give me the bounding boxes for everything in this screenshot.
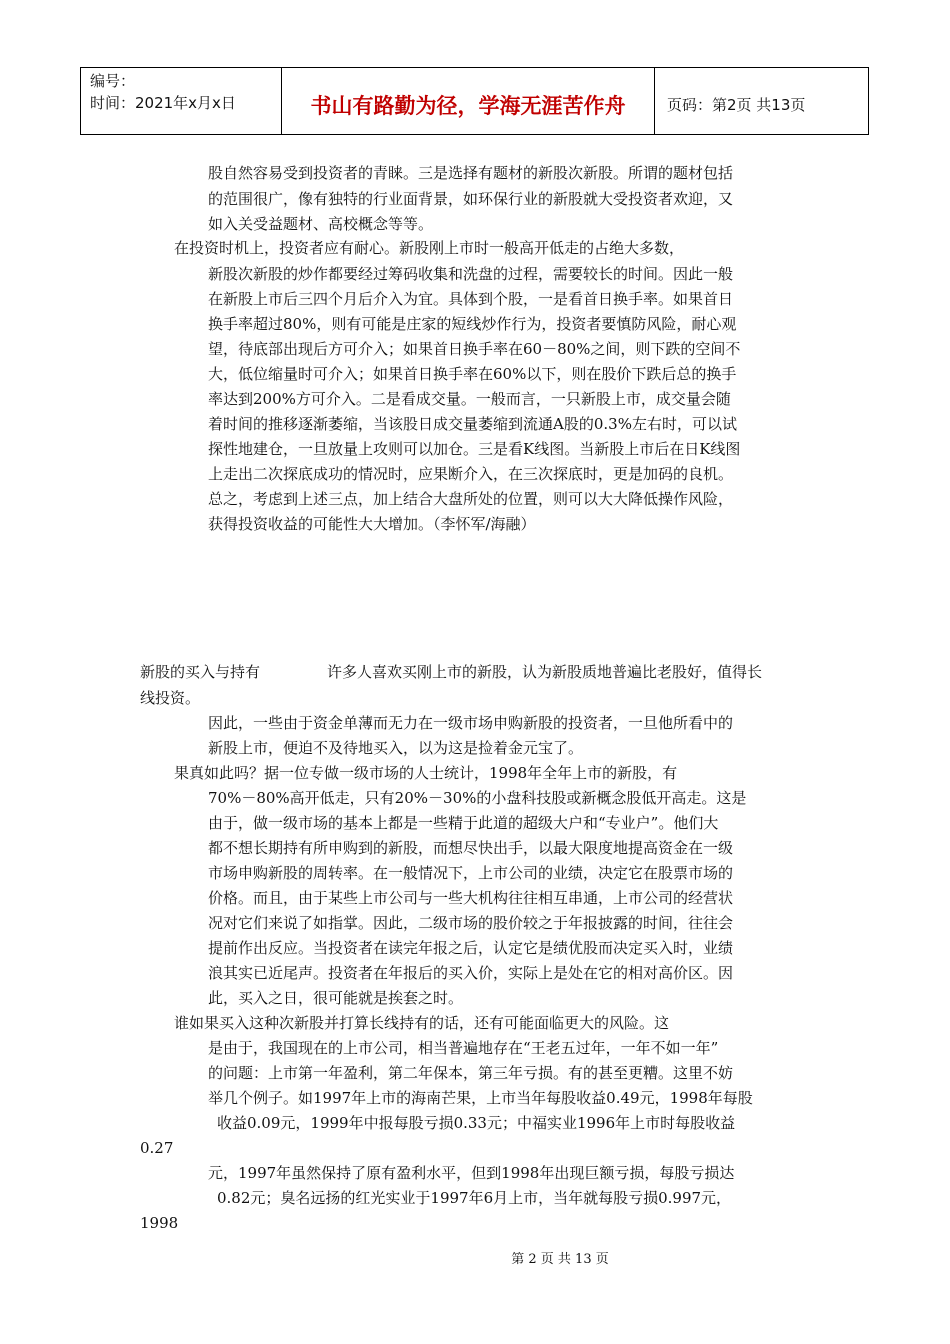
text-line: 由于，做一级市场的基本上都是一些精于此道的超级大户和“专业户”。他们大 xyxy=(208,814,719,832)
text-line: 着时间的推移逐渐萎缩，当该股日成交量萎缩到流通A股的0.3%左右时，可以试 xyxy=(208,415,737,433)
document-number: 编号： xyxy=(90,72,136,90)
header-page-info: 页码：第2页 共13页 xyxy=(667,95,806,114)
text-line: 的问题：上市第一年盈利，第二年保本，第三年亏损。有的甚至更糟。这里不妨 xyxy=(208,1064,734,1082)
page-header xyxy=(80,67,869,135)
text-line: 率达到200%方可介入。二是看成交量。一般而言，一只新股上市，成交量会随 xyxy=(208,390,731,408)
text-line: 换手率超过80%，则有可能是庄家的短线炒作行为，投资者要慎防风险，耐心观 xyxy=(208,315,737,333)
text-line: 望，待底部出现后方可介入；如果首日换手率在60－80%之间，则下跌的空间不 xyxy=(208,340,741,358)
text-line: 探性地建仓，一旦放量上攻则可以加仓。三是看K线图。当新股上市后在日K线图 xyxy=(208,440,741,458)
header-motto: 书山有路勤为径，学海无涯苦作舟 xyxy=(282,68,655,134)
text-line: 0.27 xyxy=(140,1139,174,1157)
text-line: 谁如果买入这种次新股并打算长线持有的话，还有可能面临更大的风险。这 xyxy=(174,1014,670,1032)
text-line: 浪其实已近尾声。投资者在年报后的买入价，实际上是处在它的相对高价区。因 xyxy=(208,964,734,982)
text-line: 许多人喜欢买刚上市的新股，认为新股质地普遍比老股好，值得长 xyxy=(327,663,763,681)
text-line: 获得投资收益的可能性大大增加。（李怀军/海融） xyxy=(208,515,536,533)
section-title: 新股的买入与持有 xyxy=(140,663,261,681)
text-line: 70%－80%高开低走，只有20%－30%的小盘科技股或新概念股低开高走。这是 xyxy=(208,789,747,807)
text-line: 果真如此吗？据一位专做一级市场的人士统计，1998年全年上市的新股，有 xyxy=(174,764,678,782)
text-line: 新股次新股的炒作都要经过筹码收集和洗盘的过程，需要较长的时间。因此一般 xyxy=(208,265,734,283)
text-line: 是由于，我国现在的上市公司，相当普遍地存在“王老五过年，一年不如一年” xyxy=(208,1039,719,1057)
text-line: 股自然容易受到投资者的青睐。三是选择有题材的新股次新股。所谓的题材包括 xyxy=(208,164,734,182)
text-line: 在投资时机上，投资者应有耐心。新股刚上市时一般高开低走的占绝大多数， xyxy=(174,239,685,257)
text-line: 1998 xyxy=(140,1214,179,1232)
text-line: 大，低位缩量时可介入；如果首日换手率在60%以下，则在股价下跌后总的换手 xyxy=(208,365,737,383)
document-date: 时间：2021年x月x日 xyxy=(90,94,236,112)
text-line: 市场申购新股的周转率。在一般情况下，上市公司的业绩，决定它在股票市场的 xyxy=(208,864,734,882)
header-meta xyxy=(81,68,282,134)
text-line: 总之，考虑到上述三点，加上结合大盘所处的位置，则可以大大降低操作风险， xyxy=(208,490,734,508)
text-line: 收益0.09元，1999年中报每股亏损0.33元；中福实业1996年上市时每股收益 xyxy=(217,1114,736,1132)
text-line: 上走出二次探底成功的情况时，应果断介入，在三次探底时，更是加码的良机。 xyxy=(208,465,734,483)
page-footer: 第 2 页 共 13 页 xyxy=(511,1252,609,1267)
text-line: 价格。而且，由于某些上市公司与一些大机构往往相互串通，上市公司的经营状 xyxy=(208,889,734,907)
text-line: 新股上市，便迫不及待地买入，以为这是捡着金元宝了。 xyxy=(208,739,584,757)
text-line: 元，1997年虽然保持了原有盈利水平，但到1998年出现巨额亏损，每股亏损达 xyxy=(208,1164,735,1182)
text-line: 如入关受益题材、高校概念等等。 xyxy=(208,215,434,233)
text-line: 此，买入之日，很可能就是挨套之时。 xyxy=(208,989,464,1007)
text-line: 因此，一些由于资金单薄而无力在一级市场申购新股的投资者，一旦他所看中的 xyxy=(208,714,734,732)
text-line: 况对它们来说了如指掌。因此，二级市场的股价较之于年报披露的时间，往往会 xyxy=(208,914,734,932)
text-line: 0.82元；臭名远扬的红光实业于1997年6月上市，当年就每股亏损0.997元， xyxy=(217,1189,732,1207)
text-line: 举几个例子。如1997年上市的海南芒果，上市当年每股收益0.49元，1998年每股 xyxy=(208,1089,753,1107)
text-line: 线投资。 xyxy=(140,689,201,707)
text-line: 提前作出反应。当投资者在读完年报之后，认定它是绩优股而决定买入时，业绩 xyxy=(208,939,734,957)
text-line: 都不想长期持有所申购到的新股，而想尽快出手，以最大限度地提高资金在一级 xyxy=(208,839,734,857)
text-line: 的范围很广，像有独特的行业面背景，如环保行业的新股就大受投资者欢迎，又 xyxy=(208,190,734,208)
text-line: 在新股上市后三四个月后介入为宜。具体到个股，一是看首日换手率。如果首日 xyxy=(208,290,734,308)
